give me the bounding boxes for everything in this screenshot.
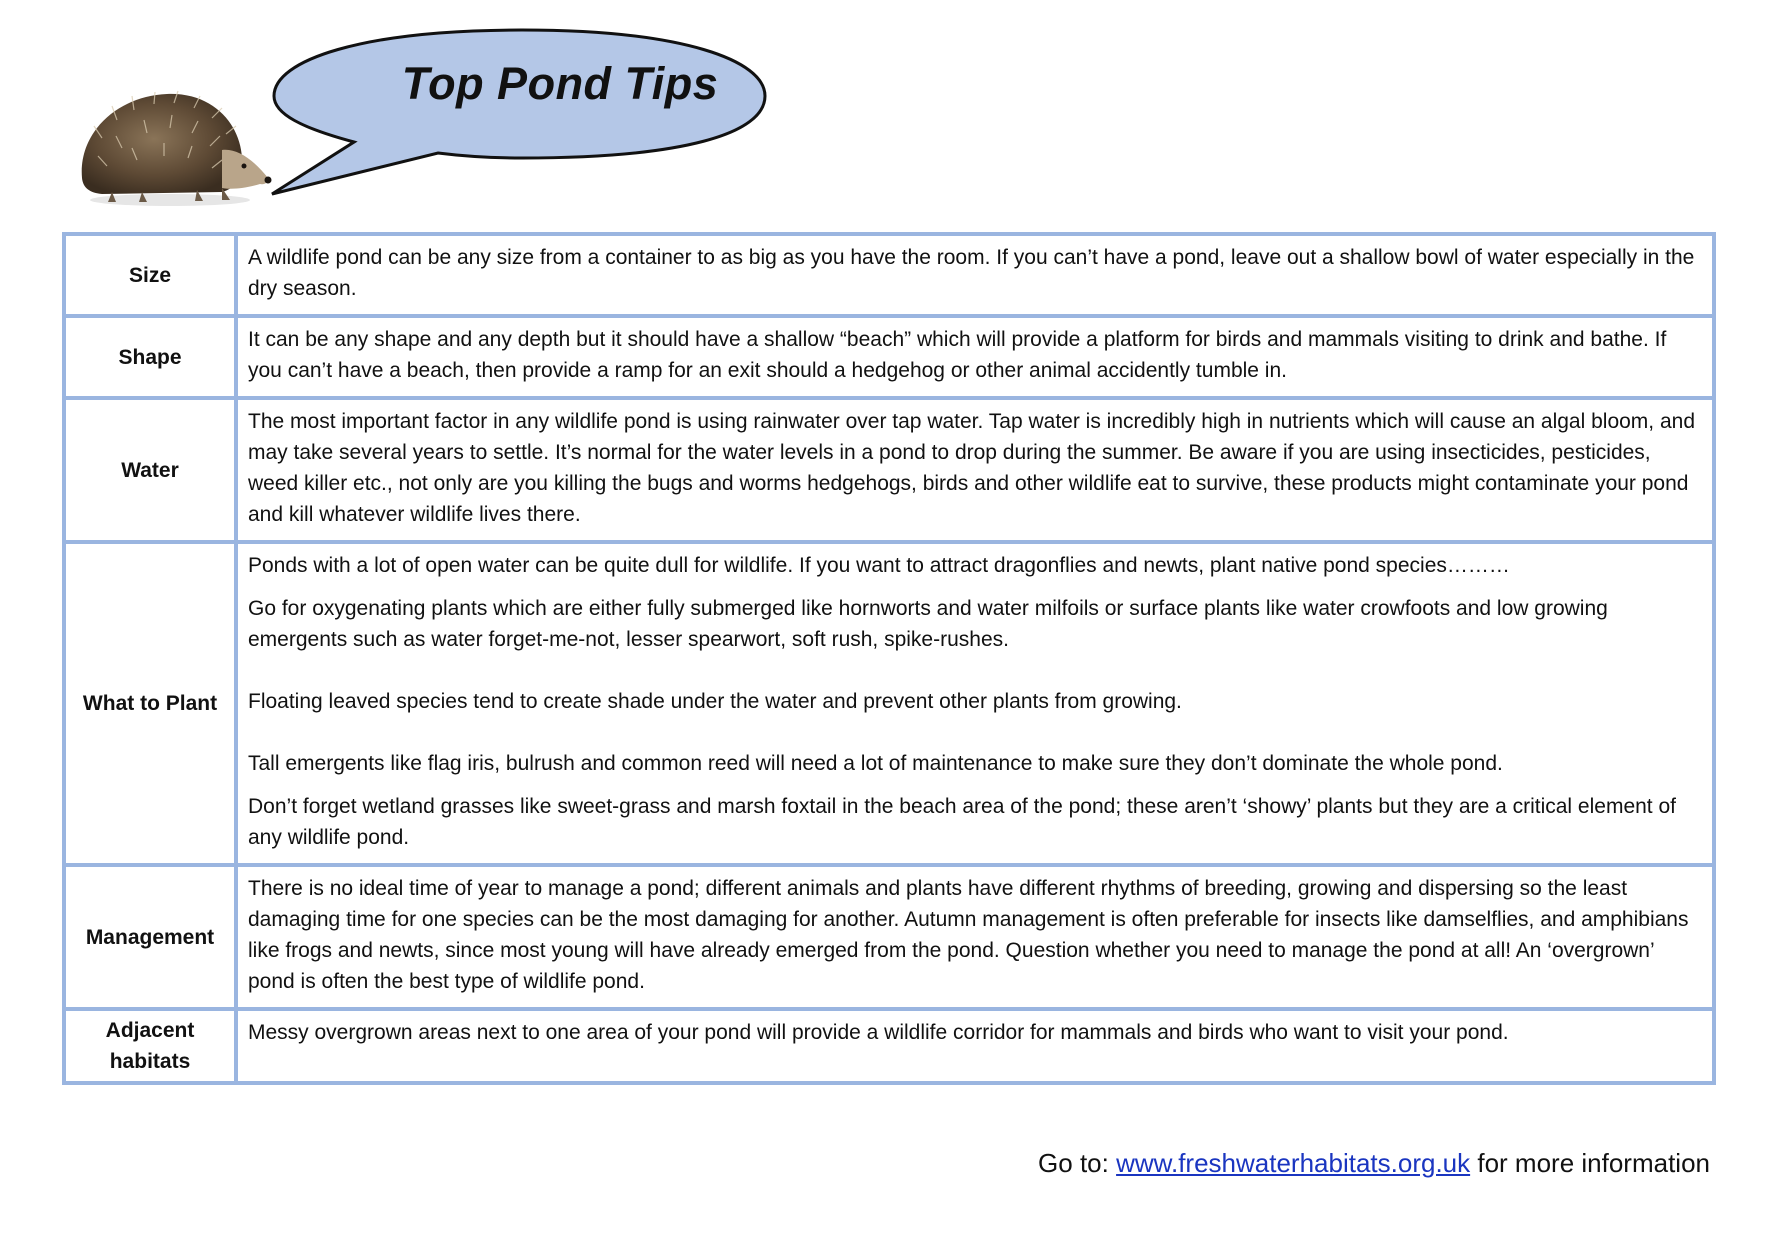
tip-content	[236, 316, 1714, 398]
tip-row	[64, 398, 1714, 542]
footer-suffix: for more information	[1470, 1148, 1710, 1178]
tip-content	[236, 398, 1714, 542]
website-link[interactable]: www.freshwaterhabitats.org.uk	[1116, 1148, 1471, 1178]
tip-row	[64, 234, 1714, 316]
tip-paragraph: Don’t forget wetland grasses like sweet-grass and marsh foxtail in the beach area of the pond; these aren’t ‘showy’ plants but they are a critical element of any wildlife pond.	[248, 795, 1676, 849]
tip-label: Shape	[64, 316, 236, 398]
speech-bubble	[262, 24, 882, 214]
tip-label: What to Plant	[64, 542, 236, 865]
tip-content	[236, 1009, 1714, 1083]
tip-paragraph: Floating leaved species tend to create shade under the water and prevent other plants from growing.	[248, 690, 1182, 713]
tip-content	[236, 234, 1714, 316]
tip-label: Adjacent habitats	[64, 1009, 236, 1083]
tip-content	[236, 542, 1714, 865]
page-title: Top Pond Tips	[401, 58, 719, 109]
tip-paragraph: It can be any shape and any depth but it should have a shallow “beach” which will provide a platform for birds and mammals visiting to drink and bathe. If you can’t have a beach, then provide a ramp for an exit should a hedgehog or other animal accidently tumble in.	[248, 328, 1667, 382]
footer-prefix: Go to:	[1038, 1148, 1117, 1178]
tip-content	[236, 865, 1714, 1009]
tip-paragraph: Messy overgrown areas next to one area of your pond will provide a wildlife corridor for mammals and birds who want to visit your pond.	[248, 1021, 1509, 1044]
tips-table	[62, 232, 1716, 1085]
tip-row	[64, 1009, 1714, 1083]
tip-paragraph: Tall emergents like flag iris, bulrush and common reed will need a lot of maintenance to make sure they don’t dominate the whole pond.	[248, 752, 1503, 775]
tip-row	[64, 865, 1714, 1009]
tip-row	[64, 542, 1714, 865]
tip-label: Water	[64, 398, 236, 542]
tip-row	[64, 316, 1714, 398]
tip-paragraph: The most important factor in any wildlife pond is using rainwater over tap water. Tap water is incredibly high in nutrients which will cause an algal bloom, and may take several years to settle. It’s normal for the water levels in a pond to drop during the summer. Be aware if you are using insecticides, pesticides, weed killer etc., not only are you killing the bugs and worms hedgehogs, birds and other wildlife eat to survive, these products might contaminate your pond and kill whatever wildlife lives there.	[248, 410, 1696, 526]
tip-paragraph: A wildlife pond can be any size from a container to as big as you have the room. If you can’t have a pond, leave out a shallow bowl of water especially in the dry season.	[248, 246, 1695, 300]
tip-label: Size	[64, 234, 236, 316]
tip-paragraph: There is no ideal time of year to manage a pond; different animals and plants have different rhythms of breeding, growing and dispersing so the least damaging time for one species can be the most damaging for another. Autumn management is often preferable for insects like damselflies, and amphibians like frogs and newts, since most young will have already emerged from the pond. Question whether you need to manage the pond at all! An ‘overgrown’ pond is often the best type of wildlife pond.	[248, 877, 1689, 993]
footer	[1038, 1148, 1710, 1179]
tip-label: Management	[64, 865, 236, 1009]
speech-bubble-shape	[272, 30, 765, 194]
tip-paragraph: Go for oxygenating plants which are either fully submerged like hornworts and water milfoils or surface plants like water crowfoots and low growing emergents such as water forget-me-not, lesser spearwort, soft rush, spike-rushes.	[248, 597, 1608, 651]
hedgehog-icon	[72, 78, 272, 208]
tip-paragraph: Ponds with a lot of open water can be quite dull for wildlife. If you want to attract dragonflies and newts, plant native pond species………	[248, 554, 1510, 577]
